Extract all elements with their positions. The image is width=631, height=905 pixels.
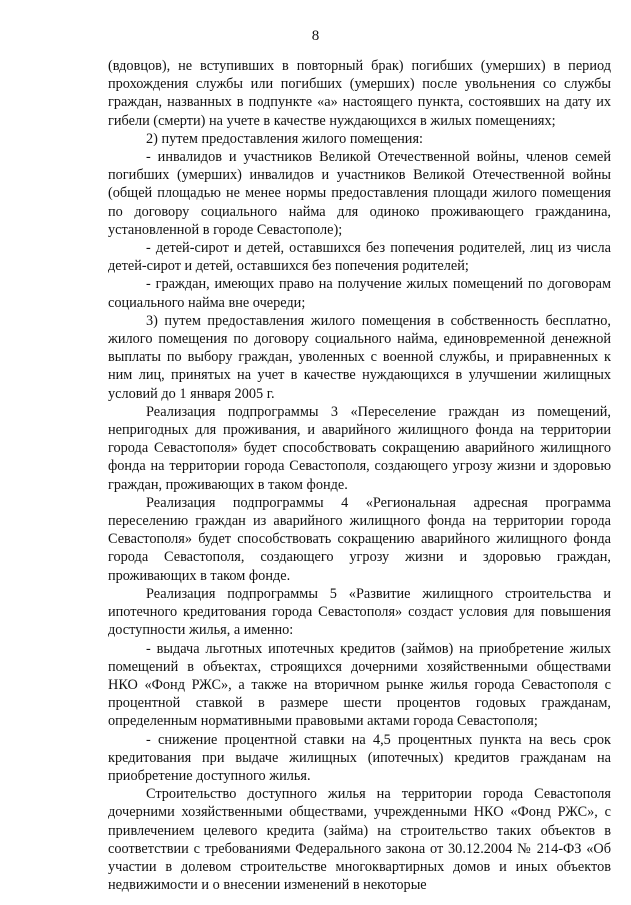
paragraph-out-of-turn-citizens: - граждан, имеющих право на получение жилых помещений по договорам социального найма вне очереди; — [108, 276, 611, 311]
paragraph-widows-continuation: (вдовцов), не вступивших в повторный брак) погибших (умерших) в период прохождения службы или погибших (умерших) после увольнения со службы граждан, названных в подпункте «а» настоящего пункта, состоявших на дату их гибели (смерти) на учете в качестве нуждающихся в жилых помещениях; — [108, 58, 611, 129]
paragraph-item-2-housing: 2) путем предоставления жилого помещения: — [146, 130, 424, 147]
paragraph-mortgage-loans: - выдача льготных ипотечных кредитов (займов) на приобретение жилых помещений в объектах, строящихся дочерними хозяйственными обществами НКО «Фонд РЖС», а также на вторичном рынке жилья города Севастополя с процентной ставкой в размере шести процентов годовых гражданам, определенным нормативными правовыми актами города Севастополя; — [108, 640, 611, 730]
paragraph-disabled-war-veterans: - инвалидов и участников Великой Отечественной войны, членов семей погибших (умерших) инвалидов и участников Великой Отечественной войны (общей площадью не менее нормы предоставления площади жилого помещения по договору социального найма для одиноко проживающего гражданина, установленной в городе Севастополе); — [108, 149, 611, 238]
paragraph-orphans: - детей-сирот и детей, оставшихся без попечения родителей, лиц из числа детей-сирот и детей, оставшихся без попечения родителей; — [108, 240, 611, 275]
paragraph-affordable-housing: Строительство доступного жилья на территории города Севастополя дочерними хозяйственными обществами, учрежденными НКО «Фонд РЖС», с привлечением целевого кредита (займа) на строительство таких объектов в соответствии с требованиями Федерального закона от 30.12.2004 № 214-ФЗ «Об участии в долевом строительстве многоквартирных домов и иных объектов недвижимости и о внесении изменений в некоторые — [108, 786, 611, 894]
paragraph-subprogram-4: Реализация подпрограммы 4 «Региональная адресная программа переселению граждан из аварийного жилищного фонда на территории города Севастополя» будет способствовать сокращению аварийного жилищного фонда города Севастополя, создающего угрозу жизни и здоровью граждан, проживающих в таком фонде. — [108, 494, 611, 584]
paragraph-subprogram-3: Реализация подпрограммы 3 «Переселение граждан из помещений, непригодных для проживания, и аварийного жилищного фонда на территории города Севастополя» будет способствовать сокращению аварийного жилищного фонда на территории города Севастополя, создающего угрозу жизни и здоровью граждан, проживающих в таком фонде. — [108, 403, 611, 493]
paragraph-rate-reduction: - снижение процентной ставки на 4,5 процентных пункта на весь срок кредитования при выдаче жилищных (ипотечных) кредитов гражданам на приобретение доступного жилья. — [108, 731, 611, 784]
paragraph-subprogram-5: Реализация подпрограммы 5 «Развитие жилищного строительства и ипотечного кредитования города Севастополя» создаст условия для повышения доступности жилья, а именно: — [108, 585, 611, 639]
body-text — [108, 57, 611, 894]
page-number: 8 — [311, 28, 320, 44]
paragraph-item-3-ownership: 3) путем предоставления жилого помещения в собственность бесплатно, жилого помещения по договору социального найма, единовременной денежной выплаты по выбору граждан, уволенных с военной службы, и приравненных к ним лиц, принятых на учет в качестве нуждающихся в улучшении жилищных условий до 1 января 2005 г. — [108, 312, 611, 402]
